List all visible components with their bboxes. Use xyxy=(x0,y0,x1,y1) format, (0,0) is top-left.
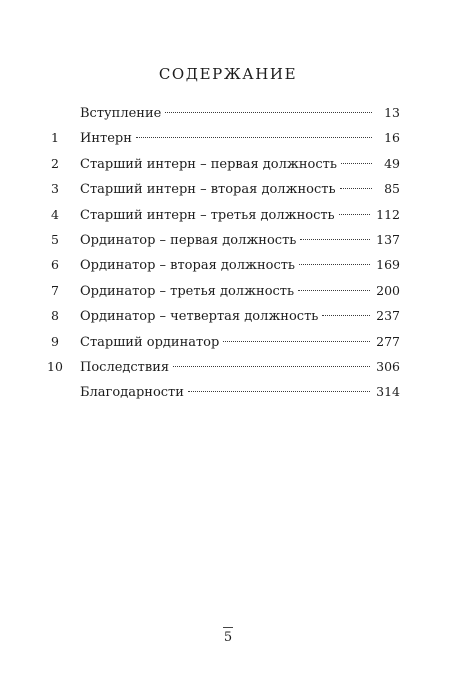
toc-entry-line xyxy=(80,303,400,329)
toc-entry xyxy=(40,278,400,303)
dot-leader xyxy=(165,112,372,113)
chapter-title: Ординатор – вторая должность xyxy=(80,258,296,274)
toc-entry-line xyxy=(80,125,400,151)
toc-entry-line xyxy=(80,227,400,253)
toc-entry-line xyxy=(80,379,400,405)
page-number: 237 xyxy=(376,308,400,324)
chapter-number: 7 xyxy=(51,282,59,298)
dot-leader xyxy=(173,366,370,367)
table-of-contents xyxy=(40,100,400,405)
contents-heading: СОДЕРЖАНИЕ xyxy=(158,65,298,83)
dot-leader xyxy=(136,137,372,138)
toc-entry xyxy=(40,303,400,328)
chapter-number: 6 xyxy=(51,257,59,273)
folio-rule xyxy=(223,627,233,628)
chapter-number: 10 xyxy=(47,358,63,374)
chapter-title: Благодарности xyxy=(80,385,184,401)
chapter-number: 3 xyxy=(51,181,59,197)
page-number: 306 xyxy=(376,358,400,374)
chapter-title: Ординатор – четвертая должность xyxy=(80,309,319,325)
toc-entry-line xyxy=(80,151,400,177)
chapter-title: Ординатор – третья должность xyxy=(80,283,295,299)
chapter-title: Вступление xyxy=(80,106,162,121)
dot-leader xyxy=(188,391,370,392)
dot-leader xyxy=(339,214,371,215)
toc-entry xyxy=(40,252,400,277)
chapter-title: Старший интерн – вторая должность xyxy=(80,182,336,198)
toc-entry xyxy=(40,100,400,125)
toc-entry-line xyxy=(80,100,400,126)
dot-leader xyxy=(340,188,372,189)
chapter-number: 8 xyxy=(51,308,59,324)
chapter-number: 5 xyxy=(51,231,59,247)
dot-leader xyxy=(223,341,370,342)
toc-entry xyxy=(40,354,400,379)
chapter-number: 9 xyxy=(51,333,59,349)
toc-entry xyxy=(40,151,400,176)
toc-entry-line xyxy=(80,329,400,355)
page-number: 169 xyxy=(376,257,400,273)
page-folio: 5 xyxy=(223,630,233,645)
dot-leader xyxy=(322,315,370,316)
chapter-number: 1 xyxy=(51,130,59,146)
page-number: 112 xyxy=(376,206,400,222)
page-number: 200 xyxy=(376,282,400,298)
page-number: 85 xyxy=(384,181,400,197)
page-number: 277 xyxy=(376,333,400,349)
chapter-number: 2 xyxy=(51,155,59,171)
chapter-title: Старший интерн – первая должность xyxy=(80,156,337,172)
toc-entry xyxy=(40,125,400,150)
toc-entry xyxy=(40,227,400,252)
toc-entry xyxy=(40,202,400,227)
page-number: 137 xyxy=(376,231,400,247)
page-number: 49 xyxy=(384,155,400,171)
dot-leader xyxy=(300,239,370,240)
chapter-number: 4 xyxy=(51,206,59,222)
dot-leader xyxy=(341,163,372,164)
page-number: 314 xyxy=(376,384,400,400)
dot-leader xyxy=(299,264,370,265)
toc-entry xyxy=(40,176,400,201)
toc-entry xyxy=(40,329,400,354)
toc-entry-line xyxy=(80,252,400,278)
chapter-title: Последствия xyxy=(80,359,170,375)
page-number: 16 xyxy=(384,130,400,146)
toc-entry-line xyxy=(80,176,400,202)
page-number: 13 xyxy=(384,105,400,120)
toc-entry-line xyxy=(80,278,400,304)
chapter-title: Интерн xyxy=(80,131,132,147)
chapter-title: Ординатор – первая должность xyxy=(80,232,297,248)
chapter-title: Старший ординатор xyxy=(80,334,220,350)
toc-entry xyxy=(40,379,400,404)
toc-entry-line xyxy=(80,354,400,380)
dot-leader xyxy=(298,290,370,291)
chapter-title: Старший интерн – третья должность xyxy=(80,207,335,223)
toc-entry-line xyxy=(80,202,400,228)
